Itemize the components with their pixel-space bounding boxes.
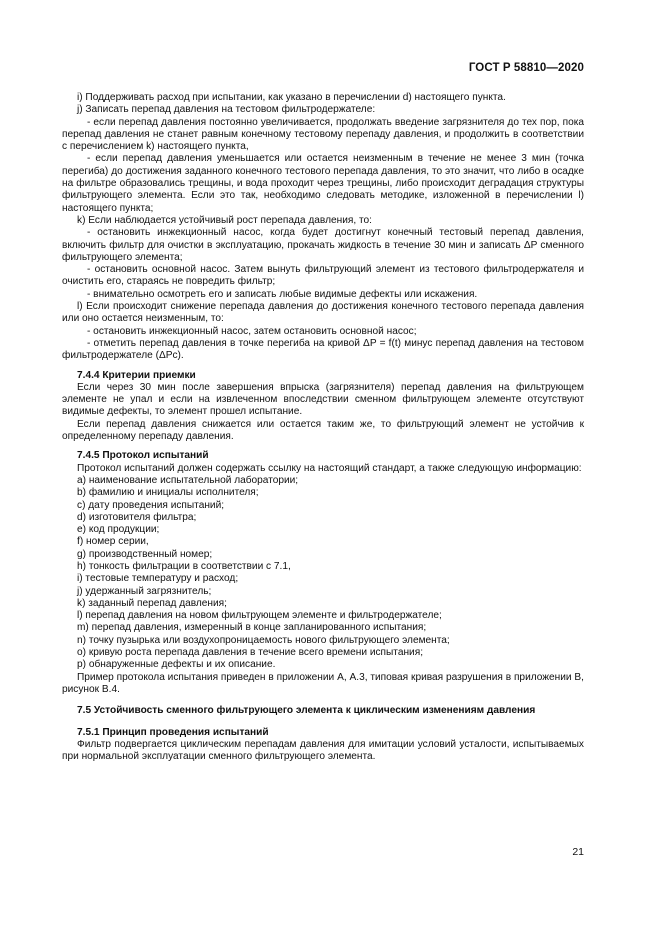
list-item: h) тонкость фильтрации в соответствии с 7.1, xyxy=(77,560,291,572)
paragraph: Протокол испытаний должен содержать ссылку на настоящий стандарт, а также следующую информацию: xyxy=(77,462,582,474)
section-heading: 7.5 Устойчивость сменного фильтрующего элемента к циклическим изменениям давления xyxy=(77,705,536,717)
section-heading: 7.4.4 Критерии приемки xyxy=(77,369,196,381)
list-item: c) дату проведения испытаний; xyxy=(77,499,225,511)
paragraph: - отметить перепад давления в точке перегиба на кривой ΔP = f(t) минус перепад давления на тестовом фильтродержателе (ΔPc). xyxy=(62,337,584,362)
list-item: o) кривую роста перепада давления в течение всего времени испытания; xyxy=(77,647,424,659)
paragraph: - внимательно осмотреть его и записать любые видимые дефекты или искажения. xyxy=(87,288,478,300)
list-item: k) заданный перепад давления; xyxy=(77,597,227,609)
paragraph: - остановить инжекционный насос, когда будет достигнут конечный тестовый перепад давления, включить фильтр для очистки в эксплуатацию, прокачать жидкость в течение 30 мин и записать ΔP сменного фильтрующего элемента; xyxy=(62,227,584,263)
list-item: d) изготовителя фильтра; xyxy=(77,511,197,523)
list-item: e) код продукции; xyxy=(77,524,160,536)
page-body xyxy=(62,92,584,763)
paragraph: Если перепад давления снижается или остается таким же, то фильтрующий элемент не устойчив к определенному перепаду давления. xyxy=(62,418,584,443)
paragraph: - если перепад давления уменьшается или остается неизменным в течение не менее 3 мин (точка перегиба) до достижения заданного конечного тестового перепада давления, то это значит, что либо в осадке на фильтре образовались трещины, и вода проходит через трещины, либо происходит деградация структуры фильтрующего элемента. Если это так, необходимо следовать методике, изложенной в перечислении l) настоящего пункта; xyxy=(62,153,584,214)
paragraph: Если через 30 мин после завершения впрыска (загрязнителя) перепад давления на фильтрующем элементе не упал и если на извлеченном впоследствии сменном фильтрующем элементе отсутствуют видимые дефекты, то элемент прошел испытание. xyxy=(62,381,584,418)
list-item: a) наименование испытательной лаборатории; xyxy=(77,474,299,486)
list-item: p) обнаруженные дефекты и их описание. xyxy=(77,659,276,671)
paragraph: - если перепад давления постоянно увеличивается, продолжать введение загрязнителя до тех пор, пока перепад давления не станет равным конечному тестовому перепаду давления, и продолжить в соответствии с перечислением k) настоящего пункта, xyxy=(62,116,584,153)
list-item: i) тестовые температуру и расход; xyxy=(77,573,239,585)
document-id: ГОСТ Р 58810—2020 xyxy=(468,62,584,74)
paragraph: - остановить инжекционный насос, затем остановить основной насос; xyxy=(87,325,417,337)
paragraph: k) Если наблюдается устойчивый рост перепада давления, то: xyxy=(77,214,372,226)
section-heading: 7.4.5 Протокол испытаний xyxy=(77,450,209,462)
list-item: b) фамилию и инициалы исполнителя; xyxy=(77,487,259,499)
page-number: 21 xyxy=(572,846,584,858)
list-item: j) удержанный загрязнитель; xyxy=(77,585,212,597)
list-item: g) производственный номер; xyxy=(77,548,213,560)
report-items-list xyxy=(62,475,584,672)
paragraph: - остановить основной насос. Затем вынуть фильтрующий элемент из тестового фильтродержателя и очистить его, стараясь не повредить фильтр; xyxy=(62,264,584,288)
list-item: f) номер серии, xyxy=(77,536,149,548)
paragraph: l) Если происходит снижение перепада давления до достижения конечного тестового перепада давления или оно остается неизменным, то: xyxy=(62,301,584,325)
section-heading: 7.5.1 Принцип проведения испытаний xyxy=(77,726,269,738)
list-item: m) перепад давления, измеренный в конце запланированного испытания; xyxy=(77,622,427,634)
list-item: n) точку пузырька или воздухопроницаемость нового фильтрующего элемента; xyxy=(77,634,450,646)
list-item: l) перепад давления на новом фильтрующем элементе и фильтродержателе; xyxy=(77,610,442,622)
paragraph: i) Поддерживать расход при испытании, как указано в перечислении d) настоящего пункта. xyxy=(77,92,506,103)
paragraph: Пример протокола испытания приведен в приложении А, А.3, типовая кривая разрушения в приложении В, рисунок В.4. xyxy=(62,671,584,695)
paragraph: Фильтр подвергается циклическим перепадам давления для имитации условий усталости, испытываемых при нормальной эксплуатации сменного фильтрующего элемента. xyxy=(62,738,584,763)
paragraph: j) Записать перепад давления на тестовом фильтродержателе: xyxy=(77,104,376,116)
